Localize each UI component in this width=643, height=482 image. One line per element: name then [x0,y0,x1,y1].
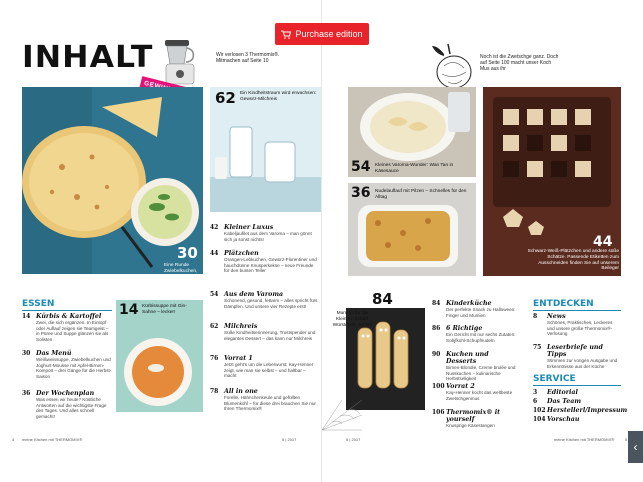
toc-entry-page: 62 [210,323,219,330]
toc-entry-page: 42 [210,224,219,231]
purchase-label: Purchase edition [295,29,363,39]
plum-sketch-icon [430,42,476,90]
toc-entry-desc: Zwei, die sich ergänzen. In Eintopf oder Auflauf zeigen sie Teamgeist – in Püree und Suppe glänzen sie als Solisten [36,320,109,342]
toc-entry-page: 106 [432,409,445,416]
toc-entry[interactable] [210,224,318,242]
toc-entry-page: 78 [210,388,219,395]
cart-icon [281,30,291,39]
toc-entry-title: Kuchen und Desserts [446,351,489,365]
soup-photo[interactable] [116,300,203,412]
soup-caption: Kürbissuppe mit Gin-Sahne – lecker! [142,304,187,315]
toc-entry-desc: Kay-Henner kocht das weltbeste Zwetschgenmus [446,390,513,401]
toc-entry-page: 44 [210,250,219,257]
toc-entry-title: Thermomix® it yourself [446,409,501,423]
toc-entry-title: Vorrat 1 [224,355,253,362]
wantan-photo[interactable] [348,87,476,177]
toc-entry-title: All in one [224,388,258,395]
toc-entry-title: Milchreis [224,323,258,330]
toc-entry-desc: Orangen-Lebkuchen, Gewürz-Florentiner und hauchdünne Knusperkekse – neue Freunde für den bunten Teller [224,257,317,274]
toc-entry[interactable] [432,409,520,429]
toc-entry-title: Kürbis & Kartoffel [36,313,102,320]
toc-entry-desc: Weißweinsuppe, Zwiebelkuchen und Joghurt-Mousse mit Apfel-Birnen-Kompott – drei Gänge für die Herbst-Saison [36,357,112,379]
toc-entry-page: 54 [210,291,219,298]
toc-entry-page: 86 [432,325,441,332]
footer-right-mag: meine Kitchen mit THERMOMIX® [554,437,615,442]
toc-entry[interactable] [22,390,112,419]
toc-entry[interactable] [533,344,621,369]
mummies-page-number: 84 [372,290,393,308]
service-divider [533,385,621,386]
toc-entry-title: Das Team [547,398,581,405]
quiche-photo[interactable] [22,87,203,280]
toc-entry-page: 6 [533,398,538,405]
wantan-caption: Kleines Varoma-Wunder: Wan Tan in Käsesauce [375,163,454,174]
toc-entry-desc: Stimmen zur vorigen Ausgabe und Erkenntnisse aus der Küche [547,358,618,369]
next-page-button[interactable] [628,431,643,463]
toc-entry-page: 3 [533,389,538,396]
footer-left-page: 4 [12,437,15,442]
footer-right-issue: 5 | 2017 [346,437,361,442]
footer-right-page: 5 [625,437,628,442]
toc-entry-desc: Süße Kindheitserinnerung, Trostspender und elegantes Dessert – das kann nur Milchreis [224,330,316,341]
toc-entry-title: Leserbriefe und Tipps [547,344,603,358]
toc-entry-title: 6 Richtige [446,325,483,332]
toc-entry[interactable] [432,383,520,401]
toc-entry[interactable] [533,389,621,396]
essen-divider [22,310,112,311]
toc-entry-page: 100 [432,383,445,390]
toc-entry-desc: Was essen wir heute? Köstliche Antworten auf die wichtigste Frage des Tages. Und alles schnell gemacht! [36,397,107,419]
wantan-page-number: 54 [351,159,371,175]
toc-entry-desc: Ein Gericht mit nur sechs Zutaten: Sobjfkohl-Schupfnudeln [446,332,516,343]
essen-section-title: ESSEN [22,299,55,309]
toc-entry-title: Kinderküche [446,300,492,307]
milchreis-caption: Ein Kindheitstraum wird erwachsen: Gewürz-Milchreis [240,91,317,102]
gratin-page-number: 36 [351,185,371,201]
toc-entry[interactable] [432,325,520,343]
toc-entry-page: 104 [533,416,546,423]
toc-entry-title: News [547,313,566,320]
toc-entry[interactable] [210,250,318,274]
toc-entry-desc: Der perfekte Snack zu Halloween: Finger und Mumien [446,307,516,318]
toc-entry[interactable] [533,313,621,337]
toc-entry-desc: Birnen-Blondie, Creme brulée und Nusskuchen – kulinarische Herbstseligkeit [446,365,516,382]
toc-entry-page: 90 [432,351,441,358]
soup-page-number: 14 [119,302,139,318]
toc-entry[interactable] [210,291,318,309]
toc-entry[interactable] [210,388,318,412]
gratin-caption: Nudelauflauf mit Pilzen – Schnelles für den Alltag [375,189,467,200]
toc-entry-page: 102 [533,407,546,414]
toc-entry-page: 36 [22,390,31,397]
purchase-edition-button[interactable] [275,23,369,45]
toc-entry-title: Das Menü [36,350,72,357]
footer-left-issue: 5 | 2017 [282,437,297,442]
toc-entry-title: Aus dem Varoma [224,291,284,298]
chevron-left-icon: ‹ [633,440,638,454]
toc-entry[interactable] [533,398,621,405]
toc-entry-title: Der Wochenplan [36,390,95,397]
milchreis-page-number: 62 [215,89,236,107]
toc-entry-desc: Schönes, Praktisches, Leckeres und unsere große Thermomix®-Verlosung [547,320,613,337]
spiderweb-icon [322,400,362,430]
thermomix-icon [160,36,200,86]
gratin-photo[interactable] [348,183,476,276]
toc-entry-desc: Kabeljaufilet aus dem Varoma – man gönnt sich ja sonst nichts! [224,231,312,242]
toc-entry[interactable] [533,407,628,414]
toc-entry-page: 14 [22,313,31,320]
toc-entry-title: Kleiner Luxus [224,224,274,231]
cookies-photo[interactable] [483,87,621,276]
quiche-image [22,87,203,274]
toc-entry[interactable] [432,351,520,382]
toc-entry[interactable] [210,355,318,379]
toc-entry-desc: Schonend, gesund, fettarm – alles spricht fürs Dämpfen. Und unsere vier Rezepte erst! [224,298,318,309]
toc-entry-title: Vorrat 2 [446,383,475,390]
toc-entry[interactable] [22,313,112,342]
toc-entry-title: Vorschau [547,416,580,423]
toc-entry[interactable] [533,416,621,423]
toc-entry[interactable] [432,300,520,318]
toc-entry-desc: Knusprige Käsestangen [446,423,495,428]
thermomix-promo: Wir verlosen 3 Thermomix®. Mitmachen auf Seite 10 [216,52,280,64]
milchreis-photo[interactable] [210,87,321,212]
page-title: INHALT [22,40,154,75]
entdecken-divider [533,310,621,311]
cookies-page-number: 44 [593,234,613,250]
toc-entry-title: Editorial [547,389,578,396]
service-section-title: SERVICE [533,374,576,384]
toc-entry-title: Herstellerl/Impressum [547,407,628,414]
footer-left-mag: meine Kitchen mit THERMOMIX® [22,437,83,442]
quiche-caption: Eine Runde Zwiebelkuchen, bitte! [164,263,198,280]
quiche-page-number: 30 [177,244,198,262]
toc-entry-title: Plätzchen [224,250,259,257]
toc-entry-page: 84 [432,300,441,307]
toc-entry-page: 75 [533,344,542,351]
entdecken-section-title: ENTDECKEN [533,299,594,309]
toc-entry-page: 76 [210,355,219,362]
mummies-caption: Mumien für die Kleinen: Schlaf, Würstchen, schlaf! [332,311,373,328]
toc-entry[interactable] [22,350,112,379]
plum-promo: Noch ist die Zwetschge ganz. Doch auf Seite 100 macht unser Koch Mus aus ihr [480,54,559,72]
toc-entry-desc: Jetzt geht's um die Leberwurst: Kay-Henner zeigt, wie man sie selbst – und haltbar – macht [224,362,314,379]
toc-entry-page: 30 [22,350,31,357]
cookies-caption: Schwarz-Weiß-Plätzchen und andere süße Schätze. Passende Etiketten zum Ausschneiden finden Sie auf unserem Beileger [527,249,619,272]
toc-entry-desc: Forelle, Hähnchenkeule und gefüllten Blumenkohl – für diese drei brauchen Sie nur Ihren Thermomix® [224,395,316,412]
toc-entry[interactable] [210,323,318,341]
toc-entry-page: 8 [533,313,538,320]
